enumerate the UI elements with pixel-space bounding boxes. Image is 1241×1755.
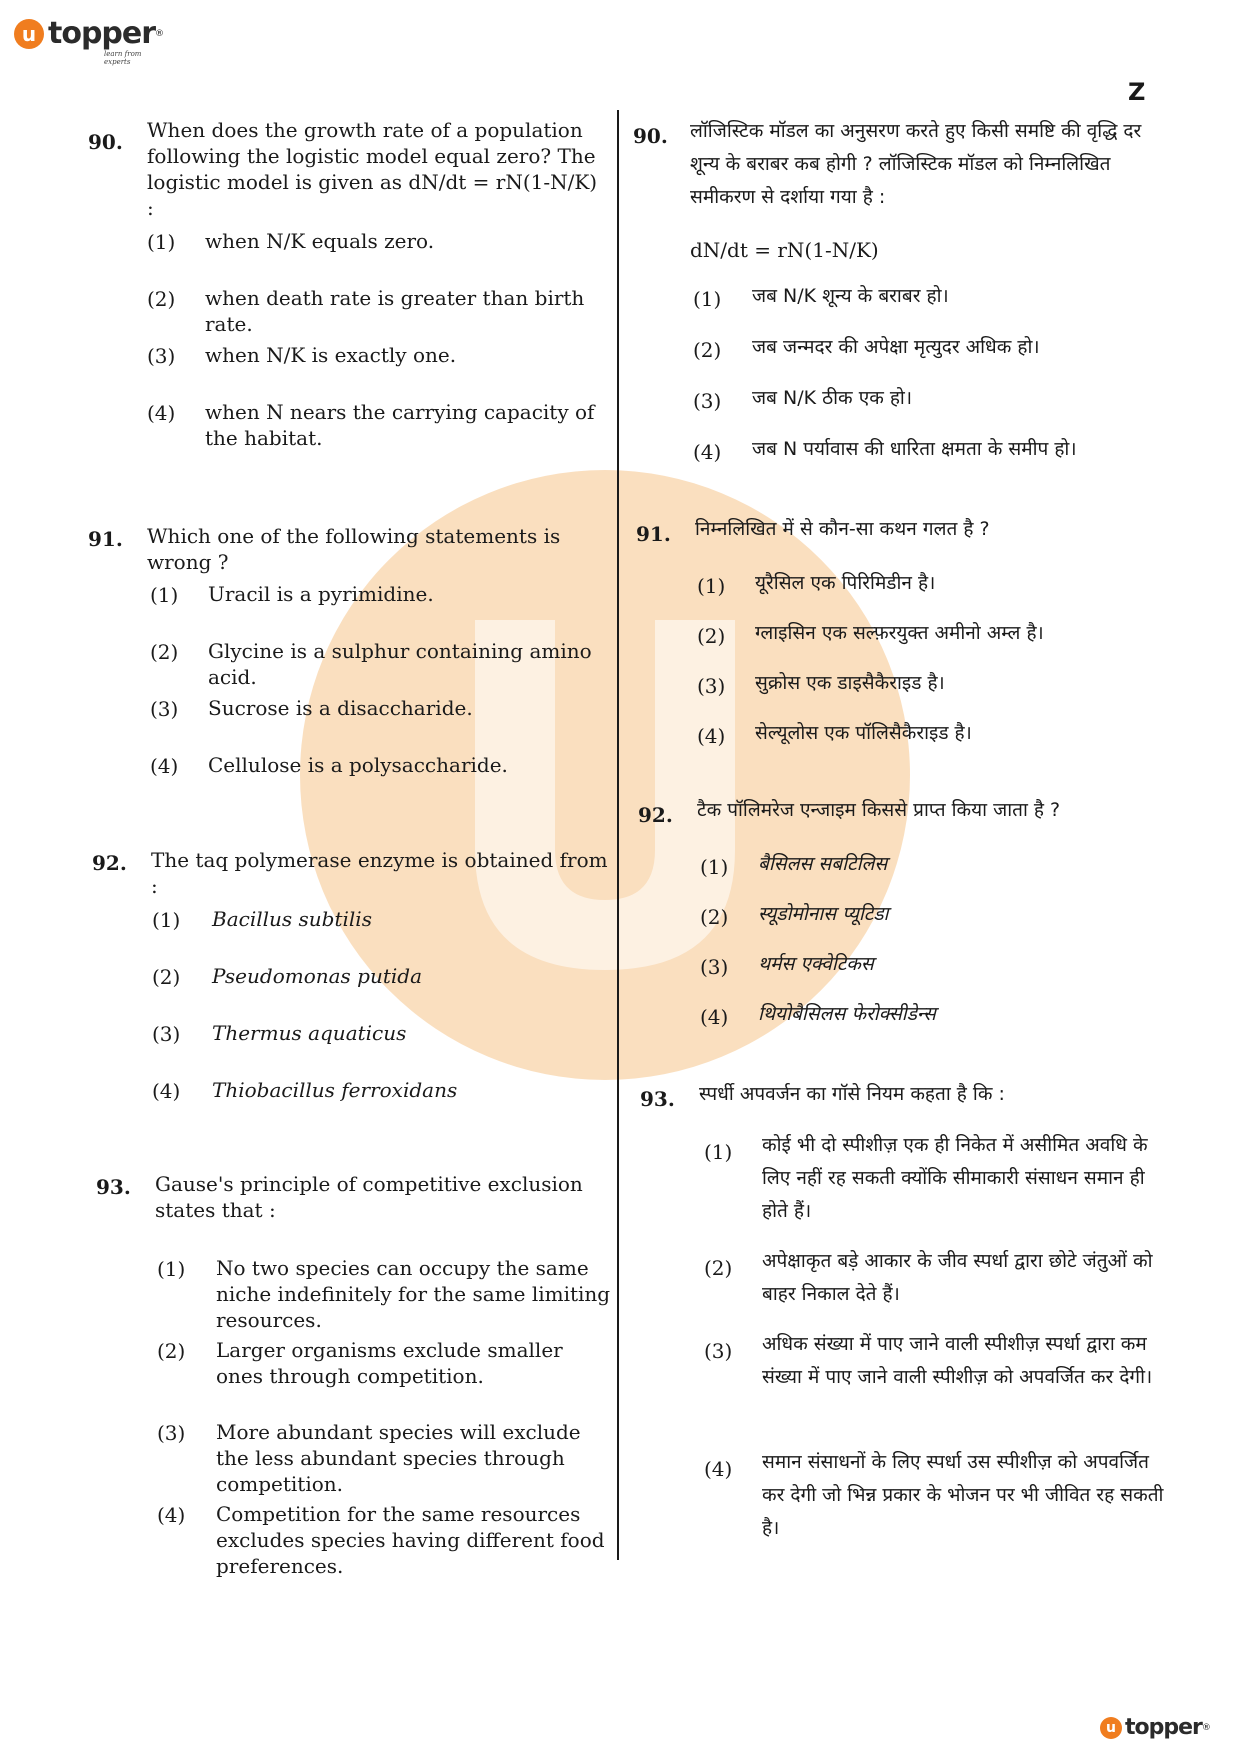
- option-text: सुक्रोस एक डाइसैकैराइड है।: [755, 672, 945, 694]
- question-number: 92.: [92, 851, 127, 875]
- option-text: सेल्यूलोस एक पॉलिसैकैराइड है।: [755, 722, 972, 744]
- option-number: (3): [157, 1421, 186, 1445]
- question-text: Which one of the following statements is wrong ?: [147, 524, 561, 574]
- logo-registered-mark: ®: [155, 28, 165, 39]
- option-number: (4): [693, 440, 722, 464]
- option-text: ग्लाइसिन एक सल्फ़रयुक्त अमीनो अम्ल है।: [755, 622, 1044, 644]
- logo-wordmark: topper: [1125, 1715, 1202, 1740]
- option-text: Larger organisms exclude smaller ones through competition.: [216, 1338, 563, 1388]
- option-number: (1): [147, 230, 176, 254]
- option-number: (3): [693, 389, 722, 413]
- question-text: When does the growth rate of a population following the logistic model equal zero? The logistic model is given as dN/dt = rN(1-N/K) :: [147, 118, 598, 220]
- logo-u-icon: u: [1100, 1717, 1122, 1739]
- page-code: Z: [1128, 78, 1146, 106]
- option-text: More abundant species will exclude the less abundant species through competition.: [216, 1420, 581, 1496]
- option-text: when N/K is exactly one.: [205, 343, 457, 367]
- option-number: (1): [152, 908, 181, 932]
- option-text: जब N पर्यावास की धारिता क्षमता के समीप हो।: [752, 438, 1077, 460]
- question-number: 92.: [638, 803, 673, 827]
- option-number: (3): [704, 1339, 733, 1363]
- option-text: अपेक्षाकृत बड़े आकार के जीव स्पर्धा द्वारा छोटे जंतुओं को बाहर निकाल देते हैं।: [762, 1250, 1153, 1305]
- question-number: 91.: [636, 522, 671, 546]
- option-text: जब जन्मदर की अपेक्षा मृत्युदर अधिक हो।: [752, 336, 1040, 358]
- column-divider: [617, 110, 619, 1560]
- question-number: 91.: [88, 527, 123, 551]
- option-text: जब N/K शून्य के बराबर हो।: [752, 285, 949, 307]
- option-number: (2): [693, 338, 722, 362]
- option-number: (3): [150, 697, 179, 721]
- option-text: थर्मस एक्वेटिकस: [758, 953, 874, 975]
- question-text: टैक पॉलिमरेज एन्जाइम किससे प्राप्त किया जाता है ?: [697, 799, 1061, 821]
- option-number: (2): [704, 1256, 733, 1280]
- option-text: Thermus aquaticus: [212, 1021, 407, 1045]
- equation: dN/dt = rN(1-N/K): [690, 238, 879, 262]
- question-text: निम्नलिखित में से कौन-सा कथन गलत है ?: [695, 518, 990, 540]
- option-number: (1): [704, 1140, 733, 1164]
- option-text: Sucrose is a disaccharide.: [208, 696, 473, 720]
- question-text: स्पर्धी अपवर्जन का गॉसे नियम कहता है कि :: [699, 1083, 1005, 1105]
- option-number: (3): [697, 674, 726, 698]
- option-number: (2): [150, 640, 179, 664]
- option-text: No two species can occupy the same niche indefinitely for the same limiting resources.: [216, 1256, 611, 1332]
- logo-registered-mark: ®: [1201, 1722, 1211, 1733]
- option-number: (4): [150, 754, 179, 778]
- option-text: Competition for the same resources excludes species having different food preferences.: [216, 1502, 605, 1578]
- option-text: अधिक संख्या में पाए जाने वाली स्पीशीज़ स्पर्धा द्वारा कम संख्या में पाए जाने वाली स्पीशीज़ को अपवर्जित कर देगी।: [762, 1333, 1153, 1388]
- option-number: (2): [157, 1339, 186, 1363]
- option-text: Bacillus subtilis: [212, 907, 372, 931]
- option-text: when death rate is greater than birth rate.: [205, 286, 585, 336]
- logo-tagline: learn from experts: [104, 50, 142, 66]
- logo-u-icon: u: [14, 19, 44, 49]
- question-number: 90.: [88, 130, 123, 154]
- option-text: Thiobacillus ferroxidans: [212, 1078, 458, 1102]
- question-number: 90.: [633, 124, 668, 148]
- topper-logo-bottom: [1100, 1715, 1211, 1740]
- logo-wordmark: topper: [48, 16, 156, 51]
- option-number: (2): [147, 287, 176, 311]
- option-number: (1): [157, 1257, 186, 1281]
- topper-logo-top: [14, 16, 165, 66]
- option-text: जब N/K ठीक एक हो।: [752, 387, 913, 409]
- option-number: (4): [697, 724, 726, 748]
- question-text: The taq polymerase enzyme is obtained from :: [151, 848, 608, 898]
- option-number: (4): [147, 401, 176, 425]
- option-text: when N nears the carrying capacity of the habitat.: [205, 400, 595, 450]
- question-number: 93.: [640, 1087, 675, 1111]
- option-number: (3): [700, 955, 729, 979]
- option-number: (3): [152, 1022, 181, 1046]
- option-number: (2): [700, 905, 729, 929]
- option-text: Uracil is a pyrimidine.: [208, 582, 434, 606]
- option-number: (3): [147, 344, 176, 368]
- question-text: लॉजिस्टिक मॉडल का अनुसरण करते हुए किसी समष्टि की वृद्धि दर शून्य के बराबर कब होगी ? लॉजिस्टिक मॉडल को निम्नलिखित समीकरण से दर्शाया गया है :: [690, 120, 1142, 208]
- option-number: (1): [150, 583, 179, 607]
- option-number: (4): [152, 1079, 181, 1103]
- question-number: 93.: [96, 1175, 131, 1199]
- option-number: (4): [157, 1503, 186, 1527]
- option-number: (2): [152, 965, 181, 989]
- option-number: (4): [700, 1005, 729, 1029]
- option-number: (2): [697, 624, 726, 648]
- option-text: समान संसाधनों के लिए स्पर्धा उस स्पीशीज़ को अपवर्जित कर देगी जो भिन्न प्रकार के भोजन पर भी जीवित रह सकती है।: [762, 1451, 1164, 1539]
- option-text: when N/K equals zero.: [205, 229, 435, 253]
- question-text: Gause's principle of competitive exclusion states that :: [155, 1172, 583, 1222]
- option-text: कोई भी दो स्पीशीज़ एक ही निकेत में असीमित अवधि के लिए नहीं रह सकती क्योंकि सीमाकारी संसाधन समान ही होते हैं।: [762, 1134, 1148, 1222]
- option-text: स्यूडोमोनास प्यूटिडा: [758, 903, 889, 925]
- option-number: (1): [693, 287, 722, 311]
- option-text: बैसिलस सबटिलिस: [758, 853, 888, 875]
- option-text: Glycine is a sulphur containing amino acid.: [208, 639, 592, 689]
- option-number: (4): [704, 1457, 733, 1481]
- option-text: थियोबैसिलस फेरोक्सीडेन्स: [758, 1003, 936, 1025]
- option-number: (1): [700, 855, 729, 879]
- option-number: (1): [697, 574, 726, 598]
- option-text: यूरैसिल एक पिरिमिडीन है।: [755, 572, 936, 594]
- option-text: Cellulose is a polysaccharide.: [208, 753, 508, 777]
- option-text: Pseudomonas putida: [212, 964, 423, 988]
